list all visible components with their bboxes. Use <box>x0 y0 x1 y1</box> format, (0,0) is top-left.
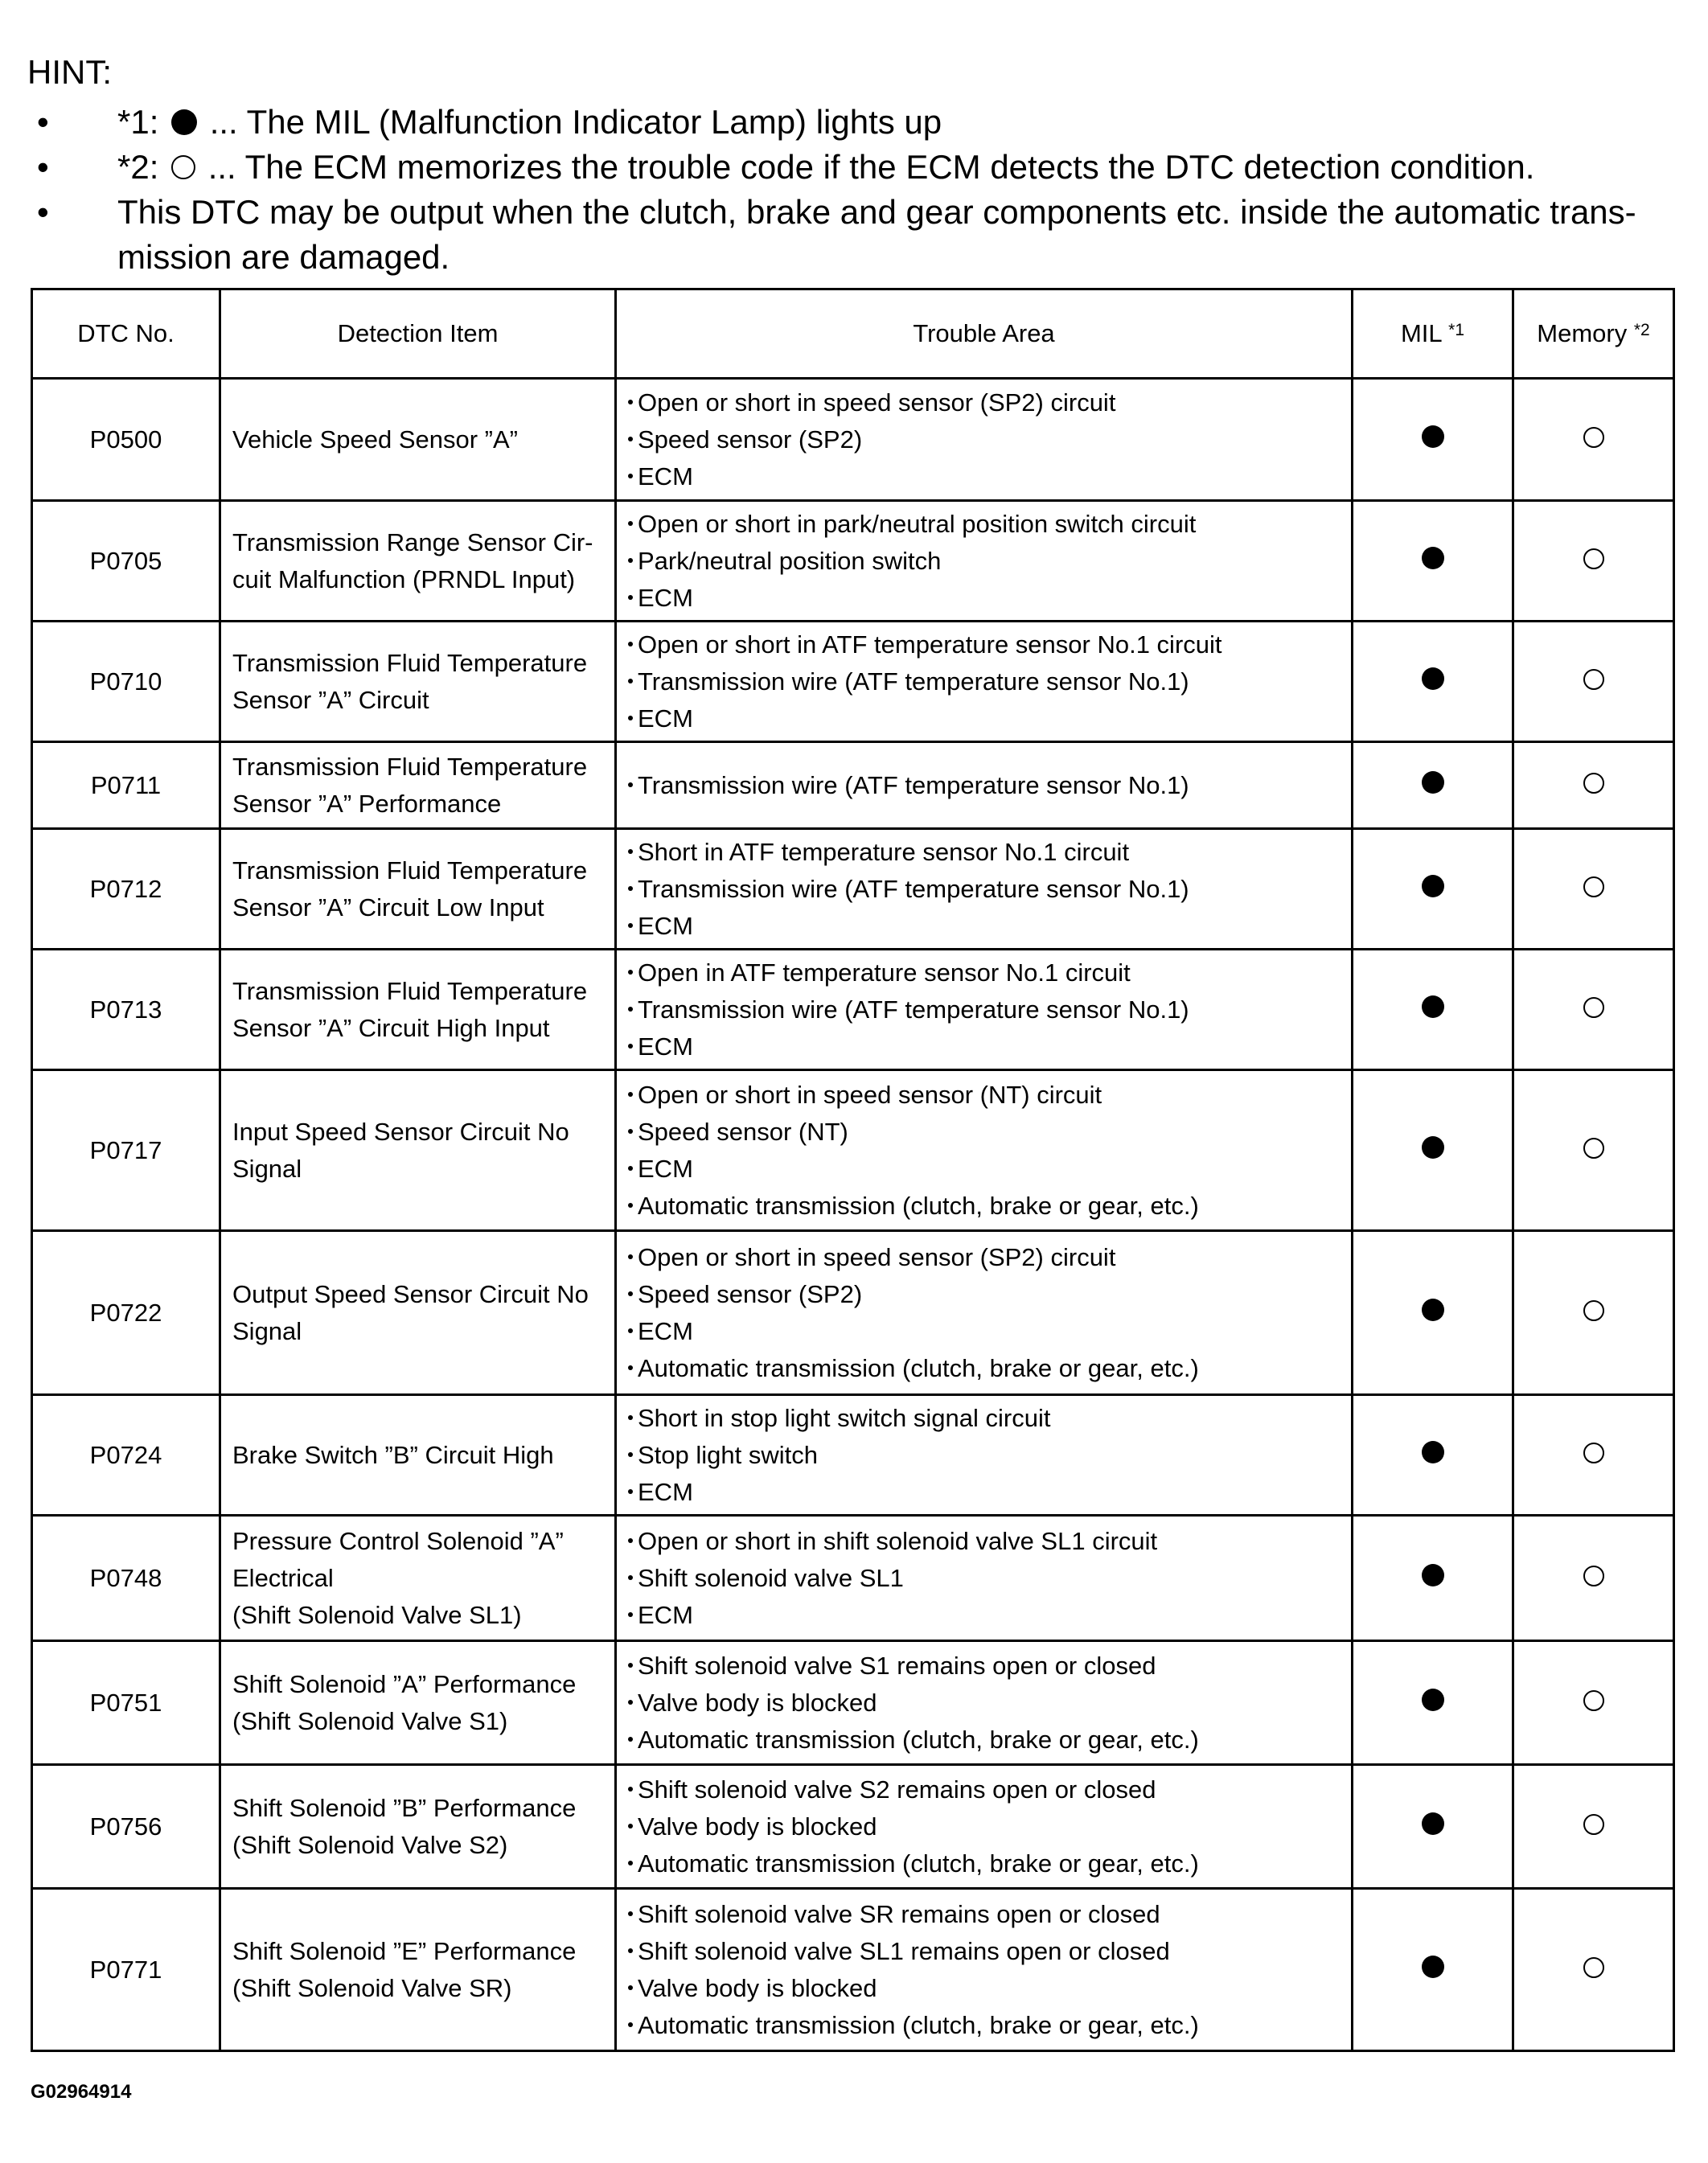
mil-cell <box>1353 829 1513 950</box>
bullet-icon <box>628 2022 633 2027</box>
filled-circle-icon <box>1422 1564 1444 1586</box>
mil-cell <box>1353 1516 1513 1641</box>
trouble-area-text: Shift solenoid valve SL1 remains open or closed <box>638 1936 1170 1965</box>
trouble-area-line <box>628 1239 1340 1276</box>
bullet-icon: • <box>37 193 49 231</box>
trouble-area-line <box>628 1437 1340 1474</box>
hollow-circle-icon <box>1583 876 1604 897</box>
bullet-icon <box>628 1007 633 1012</box>
hint-item-memory <box>27 145 1684 190</box>
trouble-area-text: ECM <box>638 583 693 612</box>
trouble-area-line <box>628 2007 1340 2044</box>
trouble-area-line <box>628 1114 1340 1151</box>
dtc-code: P0748 <box>32 1516 220 1641</box>
hollow-circle-icon <box>1583 1566 1604 1586</box>
trouble-area-text: Transmission wire (ATF temperature sensor No.1) <box>638 874 1189 903</box>
bullet-icon <box>628 1612 633 1617</box>
detection-item-line: Shift Solenoid ”B” Performance <box>232 1793 577 1822</box>
detection-item-line: Shift Solenoid ”A” Performance <box>232 1669 577 1698</box>
detection-item <box>220 742 616 829</box>
trouble-area-line <box>628 1845 1340 1882</box>
trouble-area-line <box>628 1933 1340 1970</box>
memory-cell <box>1513 829 1674 950</box>
table-row <box>32 501 1674 622</box>
table-row <box>32 1765 1674 1889</box>
bullet-icon <box>628 1985 633 1990</box>
detection-item <box>220 1889 616 2051</box>
detection-item-line: Transmission Fluid Temperature <box>232 976 588 1005</box>
trouble-area-text: Shift solenoid valve S1 remains open or closed <box>638 1651 1156 1680</box>
bullet-icon <box>628 437 633 441</box>
mil-cell <box>1353 742 1513 829</box>
detection-item-line: Sensor ”A” Circuit <box>232 685 429 714</box>
trouble-area-line <box>628 1313 1340 1350</box>
trouble-area-line <box>628 1350 1340 1387</box>
trouble-area-text: Valve body is blocked <box>638 1688 877 1717</box>
trouble-area-line <box>628 871 1340 908</box>
filled-circle-icon <box>1422 547 1444 569</box>
dtc-code: P0724 <box>32 1395 220 1516</box>
trouble-area-line <box>628 908 1340 945</box>
trouble-area-text: ECM <box>638 1477 693 1506</box>
trouble-area-text: Open or short in park/neutral position switch circuit <box>638 509 1197 538</box>
dtc-code: P0717 <box>32 1070 220 1231</box>
memory-cell <box>1513 950 1674 1070</box>
trouble-area-line <box>628 1560 1340 1597</box>
mil-cell <box>1353 622 1513 742</box>
trouble-area-line <box>628 1523 1340 1560</box>
trouble-area-line <box>628 458 1340 495</box>
trouble-area <box>616 1889 1353 2051</box>
table-row <box>32 1231 1674 1395</box>
table-row <box>32 1395 1674 1516</box>
trouble-area-line <box>628 626 1340 663</box>
trouble-area-text: ECM <box>638 704 693 733</box>
bullet-icon <box>628 1911 633 1916</box>
bullet-icon <box>628 400 633 404</box>
bullet-icon <box>628 1254 633 1259</box>
dtc-code: P0712 <box>32 829 220 950</box>
filled-circle-icon <box>171 109 197 135</box>
hollow-circle-icon <box>1583 427 1604 448</box>
trouble-area-text: Short in stop light switch signal circuit <box>638 1403 1051 1432</box>
detection-item-line: Transmission Fluid Temperature <box>232 856 588 884</box>
trouble-area <box>616 1516 1353 1641</box>
trouble-area-text: Open or short in speed sensor (NT) circuit <box>638 1080 1102 1109</box>
dtc-code: P0710 <box>32 622 220 742</box>
trouble-area-line <box>628 1808 1340 1845</box>
trouble-area-text: Speed sensor (SP2) <box>638 425 863 454</box>
trouble-area-line <box>628 1188 1340 1225</box>
memory-cell <box>1513 379 1674 501</box>
trouble-area-text: Open in ATF temperature sensor No.1 circuit <box>638 958 1131 987</box>
trouble-area-text: ECM <box>638 911 693 940</box>
trouble-area-text: ECM <box>638 1316 693 1345</box>
bullet-icon <box>628 716 633 720</box>
trouble-area-text: Automatic transmission (clutch, brake or gear, etc.) <box>638 2010 1199 2039</box>
mil-cell <box>1353 1070 1513 1231</box>
trouble-area-line <box>628 954 1340 991</box>
bullet-icon <box>628 1452 633 1457</box>
bullet-icon <box>628 1737 633 1742</box>
filled-circle-icon <box>1422 771 1444 794</box>
detection-item <box>220 950 616 1070</box>
trouble-area-text: Shift solenoid valve SR remains open or closed <box>638 1899 1160 1928</box>
bullet-icon <box>628 1129 633 1134</box>
bullet-icon: • <box>37 103 49 141</box>
trouble-area-text: ECM <box>638 1032 693 1061</box>
detection-item-line: (Shift Solenoid Valve S1) <box>232 1706 508 1735</box>
memory-cell <box>1513 1070 1674 1231</box>
trouble-area-line <box>628 663 1340 700</box>
detection-item-line: (Shift Solenoid Valve S2) <box>232 1830 508 1859</box>
trouble-area-line <box>628 1597 1340 1634</box>
hint-item-note <box>27 190 1684 280</box>
trouble-area-line <box>628 1771 1340 1808</box>
trouble-area-text: Transmission wire (ATF temperature sensor No.1) <box>638 770 1189 799</box>
hollow-circle-icon <box>171 155 195 179</box>
hollow-circle-icon <box>1583 1138 1604 1159</box>
memory-note: *2 <box>1633 321 1650 339</box>
bullet-icon <box>628 1575 633 1580</box>
detection-item-line: Output Speed Sensor Circuit No <box>232 1279 589 1308</box>
hint-title: HINT: <box>27 53 112 91</box>
mil-cell <box>1353 1641 1513 1765</box>
table-row <box>32 1070 1674 1231</box>
trouble-area <box>616 1395 1353 1516</box>
detection-item-line: Transmission Fluid Temperature <box>232 648 588 677</box>
figure-id: G02964914 <box>31 2081 132 2103</box>
trouble-area-text: Automatic transmission (clutch, brake or gear, etc.) <box>638 1849 1199 1878</box>
table-row <box>32 1889 1674 2051</box>
dtc-code: P0713 <box>32 950 220 1070</box>
trouble-area-text: Stop light switch <box>638 1440 818 1469</box>
detection-item-line: Signal <box>232 1316 302 1345</box>
detection-item-line: Brake Switch ”B” Circuit High <box>232 1440 554 1469</box>
bullet-icon <box>628 1787 633 1792</box>
detection-item-line: (Shift Solenoid Valve SR) <box>232 1973 512 2002</box>
detection-item-line: Input Speed Sensor Circuit No <box>232 1117 569 1146</box>
trouble-area-text: ECM <box>638 462 693 490</box>
bullet-icon <box>628 1538 633 1543</box>
detection-item-line: Pressure Control Solenoid ”A” <box>232 1526 564 1555</box>
trouble-area-text: ECM <box>638 1600 693 1629</box>
trouble-area-line <box>628 1722 1340 1759</box>
trouble-area <box>616 622 1353 742</box>
hint-text: ... The MIL (Malfunction Indicator Lamp) lights up <box>209 103 942 141</box>
trouble-area-line <box>628 1474 1340 1511</box>
dtc-code: P0705 <box>32 501 220 622</box>
trouble-area-text: Shift solenoid valve S2 remains open or closed <box>638 1775 1156 1804</box>
trouble-area <box>616 742 1353 829</box>
mil-cell <box>1353 1765 1513 1889</box>
detection-item <box>220 501 616 622</box>
detection-item <box>220 1070 616 1231</box>
hollow-circle-icon <box>1583 669 1604 690</box>
trouble-area-line <box>628 580 1340 617</box>
trouble-area-text: Open or short in speed sensor (SP2) circuit <box>638 1242 1116 1271</box>
table-row <box>32 379 1674 501</box>
detection-item <box>220 1516 616 1641</box>
memory-cell <box>1513 1516 1674 1641</box>
trouble-area-line <box>628 1077 1340 1114</box>
trouble-area-text: Transmission wire (ATF temperature sensor No.1) <box>638 667 1189 696</box>
trouble-area-line <box>628 1648 1340 1685</box>
trouble-area-line <box>628 1276 1340 1313</box>
detection-item <box>220 1395 616 1516</box>
bullet-icon <box>628 1700 633 1705</box>
table-body <box>32 379 1674 2051</box>
filled-circle-icon <box>1422 1812 1444 1835</box>
hint-prefix: *2: <box>117 148 159 186</box>
trouble-area-text: Transmission wire (ATF temperature sensor No.1) <box>638 995 1189 1024</box>
bullet-icon <box>628 1044 633 1049</box>
bullet-icon <box>628 1861 633 1865</box>
trouble-area <box>616 1641 1353 1765</box>
trouble-area-line <box>628 421 1340 458</box>
detection-item-line: Shift Solenoid ”E” Performance <box>232 1936 577 1965</box>
bullet-icon <box>628 521 633 526</box>
trouble-area-text: Park/neutral position switch <box>638 546 942 575</box>
dtc-code: P0500 <box>32 379 220 501</box>
detection-item-line: Transmission Fluid Temperature <box>232 752 588 781</box>
filled-circle-icon <box>1422 1136 1444 1159</box>
memory-cell <box>1513 1395 1674 1516</box>
trouble-area-text: Automatic transmission (clutch, brake or gear, etc.) <box>638 1353 1199 1382</box>
trouble-area <box>616 1765 1353 1889</box>
memory-cell <box>1513 1231 1674 1395</box>
trouble-area <box>616 1070 1353 1231</box>
hollow-circle-icon <box>1583 1300 1604 1321</box>
hint-prefix: *1: <box>117 103 159 141</box>
hollow-circle-icon <box>1583 1814 1604 1835</box>
hollow-circle-icon <box>1583 1443 1604 1463</box>
bullet-icon <box>628 886 633 891</box>
hint-section <box>27 50 1684 280</box>
table-row <box>32 622 1674 742</box>
bullet-icon <box>628 679 633 683</box>
table-row <box>32 1516 1674 1641</box>
memory-cell <box>1513 742 1674 829</box>
filled-circle-icon <box>1422 875 1444 897</box>
filled-circle-icon <box>1422 1956 1444 1978</box>
detection-item <box>220 1231 616 1395</box>
trouble-area-line <box>628 1896 1340 1933</box>
trouble-area-line <box>628 700 1340 737</box>
bullet-icon <box>628 1365 633 1370</box>
trouble-area-line <box>628 1400 1340 1437</box>
trouble-area-line <box>628 1028 1340 1065</box>
bullet-icon <box>628 923 633 928</box>
table-header-row <box>32 289 1674 379</box>
trouble-area-text: Valve body is blocked <box>638 1973 877 2002</box>
bullet-icon <box>628 782 633 787</box>
bullet-icon <box>628 849 633 854</box>
trouble-area-text: Open or short in speed sensor (SP2) circuit <box>638 388 1116 417</box>
detection-item-line: Electrical <box>232 1563 334 1592</box>
trouble-area-text: Speed sensor (NT) <box>638 1117 848 1146</box>
filled-circle-icon <box>1422 1689 1444 1711</box>
filled-circle-icon <box>1422 1441 1444 1463</box>
hint-list <box>27 100 1684 280</box>
mil-cell <box>1353 501 1513 622</box>
dtc-code: P0711 <box>32 742 220 829</box>
header-mil: MIL $^{*1}$ <box>1353 289 1513 379</box>
trouble-area <box>616 950 1353 1070</box>
bullet-icon <box>628 1166 633 1171</box>
dtc-code: P0771 <box>32 1889 220 2051</box>
bullet-icon <box>628 1328 633 1333</box>
trouble-area <box>616 501 1353 622</box>
trouble-area-line <box>628 834 1340 871</box>
memory-cell <box>1513 1765 1674 1889</box>
hollow-circle-icon <box>1583 548 1604 569</box>
trouble-area-text: Short in ATF temperature sensor No.1 circuit <box>638 837 1130 866</box>
trouble-area-text: Automatic transmission (clutch, brake or gear, etc.) <box>638 1725 1199 1754</box>
mil-note: *1 <box>1448 321 1464 339</box>
bullet-icon <box>628 1415 633 1420</box>
detection-item-line: Sensor ”A” Performance <box>232 789 502 818</box>
memory-cell <box>1513 1889 1674 2051</box>
detection-item-line: Vehicle Speed Sensor ”A” <box>232 425 518 454</box>
trouble-area <box>616 379 1353 501</box>
detection-item <box>220 622 616 742</box>
bullet-icon <box>628 595 633 600</box>
filled-circle-icon <box>1422 425 1444 448</box>
detection-item-line: (Shift Solenoid Valve SL1) <box>232 1600 522 1629</box>
detection-item-line: Transmission Range Sensor Cir- <box>232 527 593 556</box>
detection-item <box>220 1765 616 1889</box>
trouble-area <box>616 829 1353 950</box>
detection-item-line: Sensor ”A” Circuit Low Input <box>232 893 544 921</box>
bullet-icon <box>628 558 633 563</box>
header-memory: Memory $^{*2}$ <box>1513 289 1674 379</box>
trouble-area-line <box>628 991 1340 1028</box>
filled-circle-icon <box>1422 995 1444 1018</box>
bullet-icon <box>628 1203 633 1208</box>
memory-cell <box>1513 622 1674 742</box>
hollow-circle-icon <box>1583 1957 1604 1978</box>
hollow-circle-icon <box>1583 997 1604 1018</box>
dtc-code: P0756 <box>32 1765 220 1889</box>
bullet-icon <box>628 474 633 478</box>
hint-text: ... The ECM memorizes the trouble code if the ECM detects the DTC detection condition. <box>207 148 1535 186</box>
table-row <box>32 829 1674 950</box>
memory-cell <box>1513 1641 1674 1765</box>
hollow-circle-icon <box>1583 773 1604 794</box>
filled-circle-icon <box>1422 667 1444 690</box>
trouble-area <box>616 1231 1353 1395</box>
table-row <box>32 742 1674 829</box>
bullet-icon <box>628 642 633 646</box>
dtc-table <box>31 288 1675 2052</box>
header-trouble-area: Trouble Area <box>616 289 1353 379</box>
bullet-icon <box>628 1092 633 1097</box>
trouble-area-text: ECM <box>638 1154 693 1183</box>
trouble-area-line <box>628 1970 1340 2007</box>
bullet-icon <box>628 1948 633 1953</box>
bullet-icon <box>628 1824 633 1828</box>
trouble-area-text: Speed sensor (SP2) <box>638 1279 863 1308</box>
trouble-area-text: Shift solenoid valve SL1 <box>638 1563 904 1592</box>
bullet-icon <box>628 1663 633 1668</box>
dtc-code: P0722 <box>32 1231 220 1395</box>
dtc-code: P0751 <box>32 1641 220 1765</box>
detection-item <box>220 379 616 501</box>
mil-cell <box>1353 379 1513 501</box>
detection-item <box>220 829 616 950</box>
hint-item-mil <box>27 100 1684 145</box>
bullet-icon: • <box>37 148 49 186</box>
trouble-area-text: Valve body is blocked <box>638 1812 877 1841</box>
trouble-area-line <box>628 1685 1340 1722</box>
detection-item <box>220 1641 616 1765</box>
trouble-area-line <box>628 543 1340 580</box>
header-detection-item: Detection Item <box>220 289 616 379</box>
filled-circle-icon <box>1422 1299 1444 1321</box>
detection-item-line: Sensor ”A” Circuit High Input <box>232 1013 550 1042</box>
mil-cell <box>1353 1889 1513 2051</box>
trouble-area-line <box>628 506 1340 543</box>
table-row <box>32 1641 1674 1765</box>
trouble-area-line <box>628 384 1340 421</box>
mil-cell <box>1353 950 1513 1070</box>
trouble-area-text: Open or short in shift solenoid valve SL1 circuit <box>638 1526 1158 1555</box>
hint-text: This DTC may be output when the clutch, brake and gear components etc. inside the automatic trans- mission are damaged. <box>117 193 1636 276</box>
hollow-circle-icon <box>1583 1690 1604 1711</box>
header-dtc-no: DTC No. <box>32 289 220 379</box>
trouble-area-line <box>628 767 1340 804</box>
detection-item-line: Signal <box>232 1154 302 1183</box>
memory-cell <box>1513 501 1674 622</box>
table-row <box>32 950 1674 1070</box>
bullet-icon <box>628 1489 633 1494</box>
trouble-area-text: Open or short in ATF temperature sensor No.1 circuit <box>638 630 1222 659</box>
trouble-area-text: Automatic transmission (clutch, brake or gear, etc.) <box>638 1191 1199 1220</box>
bullet-icon <box>628 1291 633 1296</box>
detection-item-line: cuit Malfunction (PRNDL Input) <box>232 564 576 593</box>
mil-cell <box>1353 1231 1513 1395</box>
bullet-icon <box>628 970 633 975</box>
mil-cell <box>1353 1395 1513 1516</box>
trouble-area-line <box>628 1151 1340 1188</box>
